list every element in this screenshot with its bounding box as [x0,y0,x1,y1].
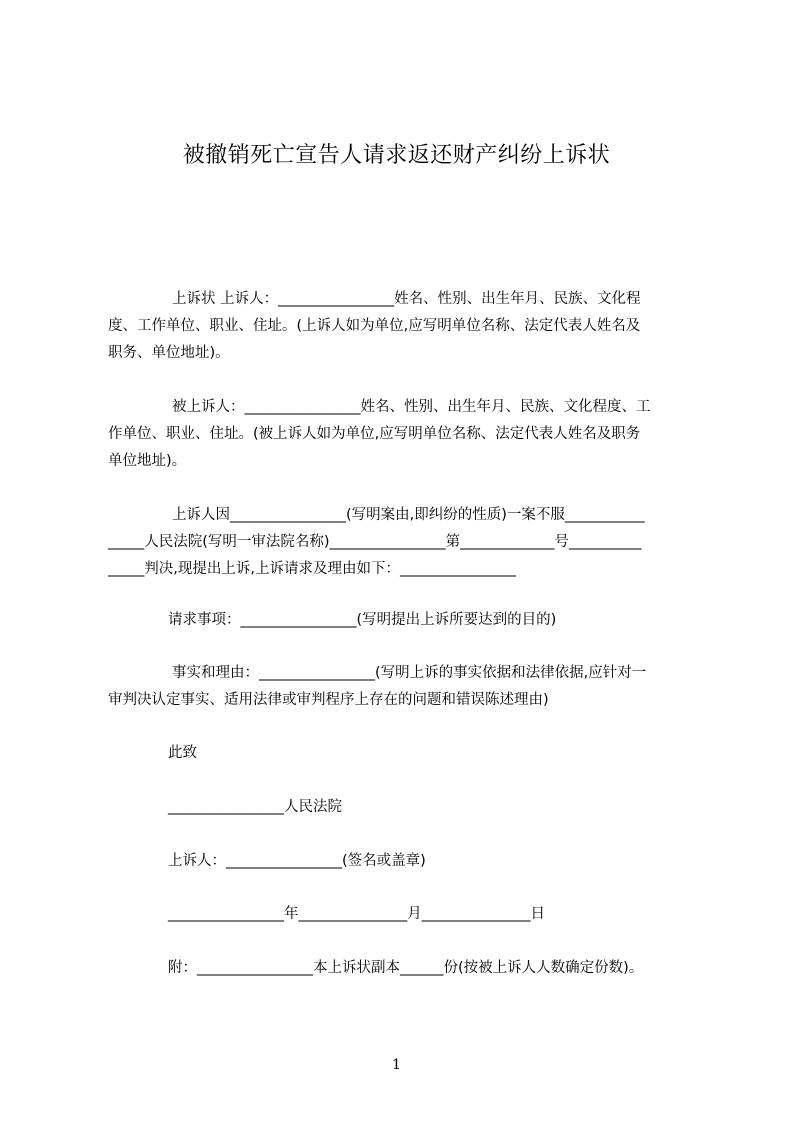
request-paragraph: 请求事项：________________(写明提出上诉所要达到的目的) [168,612,557,628]
appellant-line-1: 上诉状 上诉人：________________姓名、性别、出生年月、民族、文化程 [172,291,641,307]
signature-line: 上诉人：________________(签名或盖章) [168,853,426,869]
appellant-line-3: 职务、单位地址)。 [108,345,230,361]
salutation: 此致 [168,745,197,761]
page-number: 1 [392,1057,401,1073]
facts-line-2: 审判决认定事实、适用法律或审判程序上存在的问题和错误陈述理由) [108,692,549,708]
page-title: 被撤销死亡宣告人请求返还财产纠纷上诉状 [182,143,611,168]
reason-line-3: _____判决,现提出上诉,上诉请求及理由如下：________________ [108,561,516,577]
appellee-line-3: 单位地址)。 [108,453,187,469]
reason-line-1: 上诉人因________________(写明案由,即纠纷的性质)一案不服___________ [172,507,645,523]
court-line: ________________人民法院 [168,799,342,815]
appellant-line-2: 度、工作单位、职业、住址。(上诉人如为单位,应写明单位名称、法定代表人姓名及 [108,318,641,334]
appellee-line-2: 作单位、职业、住址。(被上诉人如为单位,应写明单位名称、法定代表人姓名及职务 [108,426,641,442]
facts-line-1: 事实和理由：________________(写明上诉的事实依据和法律依据,应针对一 [172,665,647,681]
reason-line-2: _____人民法院(写明一审法院名称)________________第_____________号__________ [108,534,642,550]
date-line: ________________年_______________月_______________日 [168,906,545,922]
attachment-line: 附：________________本上诉状副本______份(按被上诉人人数确定份数)。 [168,960,644,976]
appellee-line-1: 被上诉人：________________姓名、性别、出生年月、民族、文化程度、工 [172,399,651,415]
